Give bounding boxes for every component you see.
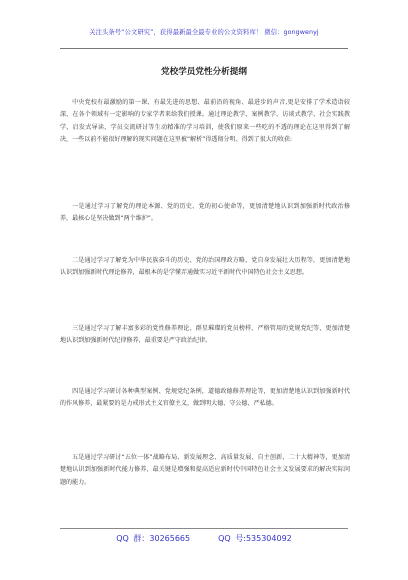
footer-qq-number: QQ 号:535304092 bbox=[218, 534, 292, 543]
document-title: 党校学员党性分析提纲 bbox=[161, 67, 247, 77]
paragraph-point-4: 四是通过学习研讨各种典型案例、党规党纪条例，道德政德修养理论等，更加清楚地认识到加强新时代的作风修养，最紧要的是力戒形式主义官僚主义，做到明大德、守公德、严私德。 bbox=[60, 388, 350, 408]
paragraph-point-2: 二是通过学习了解党为中华民族奋斗的历史、党的治国理政方略、党自身发展壮大历程等，更加清楚地认识到加强新时代理论修养，最根本的是学懂弄通做实习近平新时代中国特色社会主义思想。 bbox=[60, 257, 350, 277]
footer-contact bbox=[60, 533, 348, 544]
paragraph-point-5: 五是通过学习研讨“五位一体”战略布局、新发展理念、高质量发展、自主创新、二十大精神等，更加清楚地认识到加强新时代能力修养，最关键是增强和提高适应新时代中国特色社会主义发展要求的解决实际问题的能力。 bbox=[60, 454, 350, 486]
paragraph-point-3: 三是通过学习了解丰富多彩的党性修养理论、群星璀璨的党员榜样、严格管用的党规党纪等，更加清楚地认识到加强新时代纪律修养，最重要是严守政治纪律。 bbox=[60, 325, 350, 345]
page-header bbox=[0, 0, 408, 62]
paragraph-point-1: 一是通过学习了解党的理论本源、党的历史、党的初心使命等，更加清楚地认识到加强新时代政治修养，最核心是坚决做到“两个维护”。 bbox=[60, 203, 350, 223]
header-promo-text: 关注头条号“公文研究”，获得最新最全最专业的公文资料库！ 微信：gongwenyj bbox=[89, 29, 319, 36]
footer-divider bbox=[60, 528, 348, 529]
paragraph-intro: 中央党校有最激励的第一课、有最先进的思想、最前沿的视角、最进步的声音,更是安排了学术造诣较深、在各个领域有一定影响的专家学者来给我们授课。通过理论教学、案例教学、访谈式教学、社会实践教学、启发式导读、学员交流研讨等生动精准的学习培训，使我们原来一些吃的不透的理论在这里得到了解决，一些以前不能很好理解的现实问题在这里被“解析”得透彻分明、得到了很大的收获: bbox=[60, 99, 350, 144]
header-divider bbox=[60, 48, 348, 49]
page-footer bbox=[60, 524, 348, 544]
footer-qq-group: QQ 群：30265665 bbox=[116, 534, 191, 543]
